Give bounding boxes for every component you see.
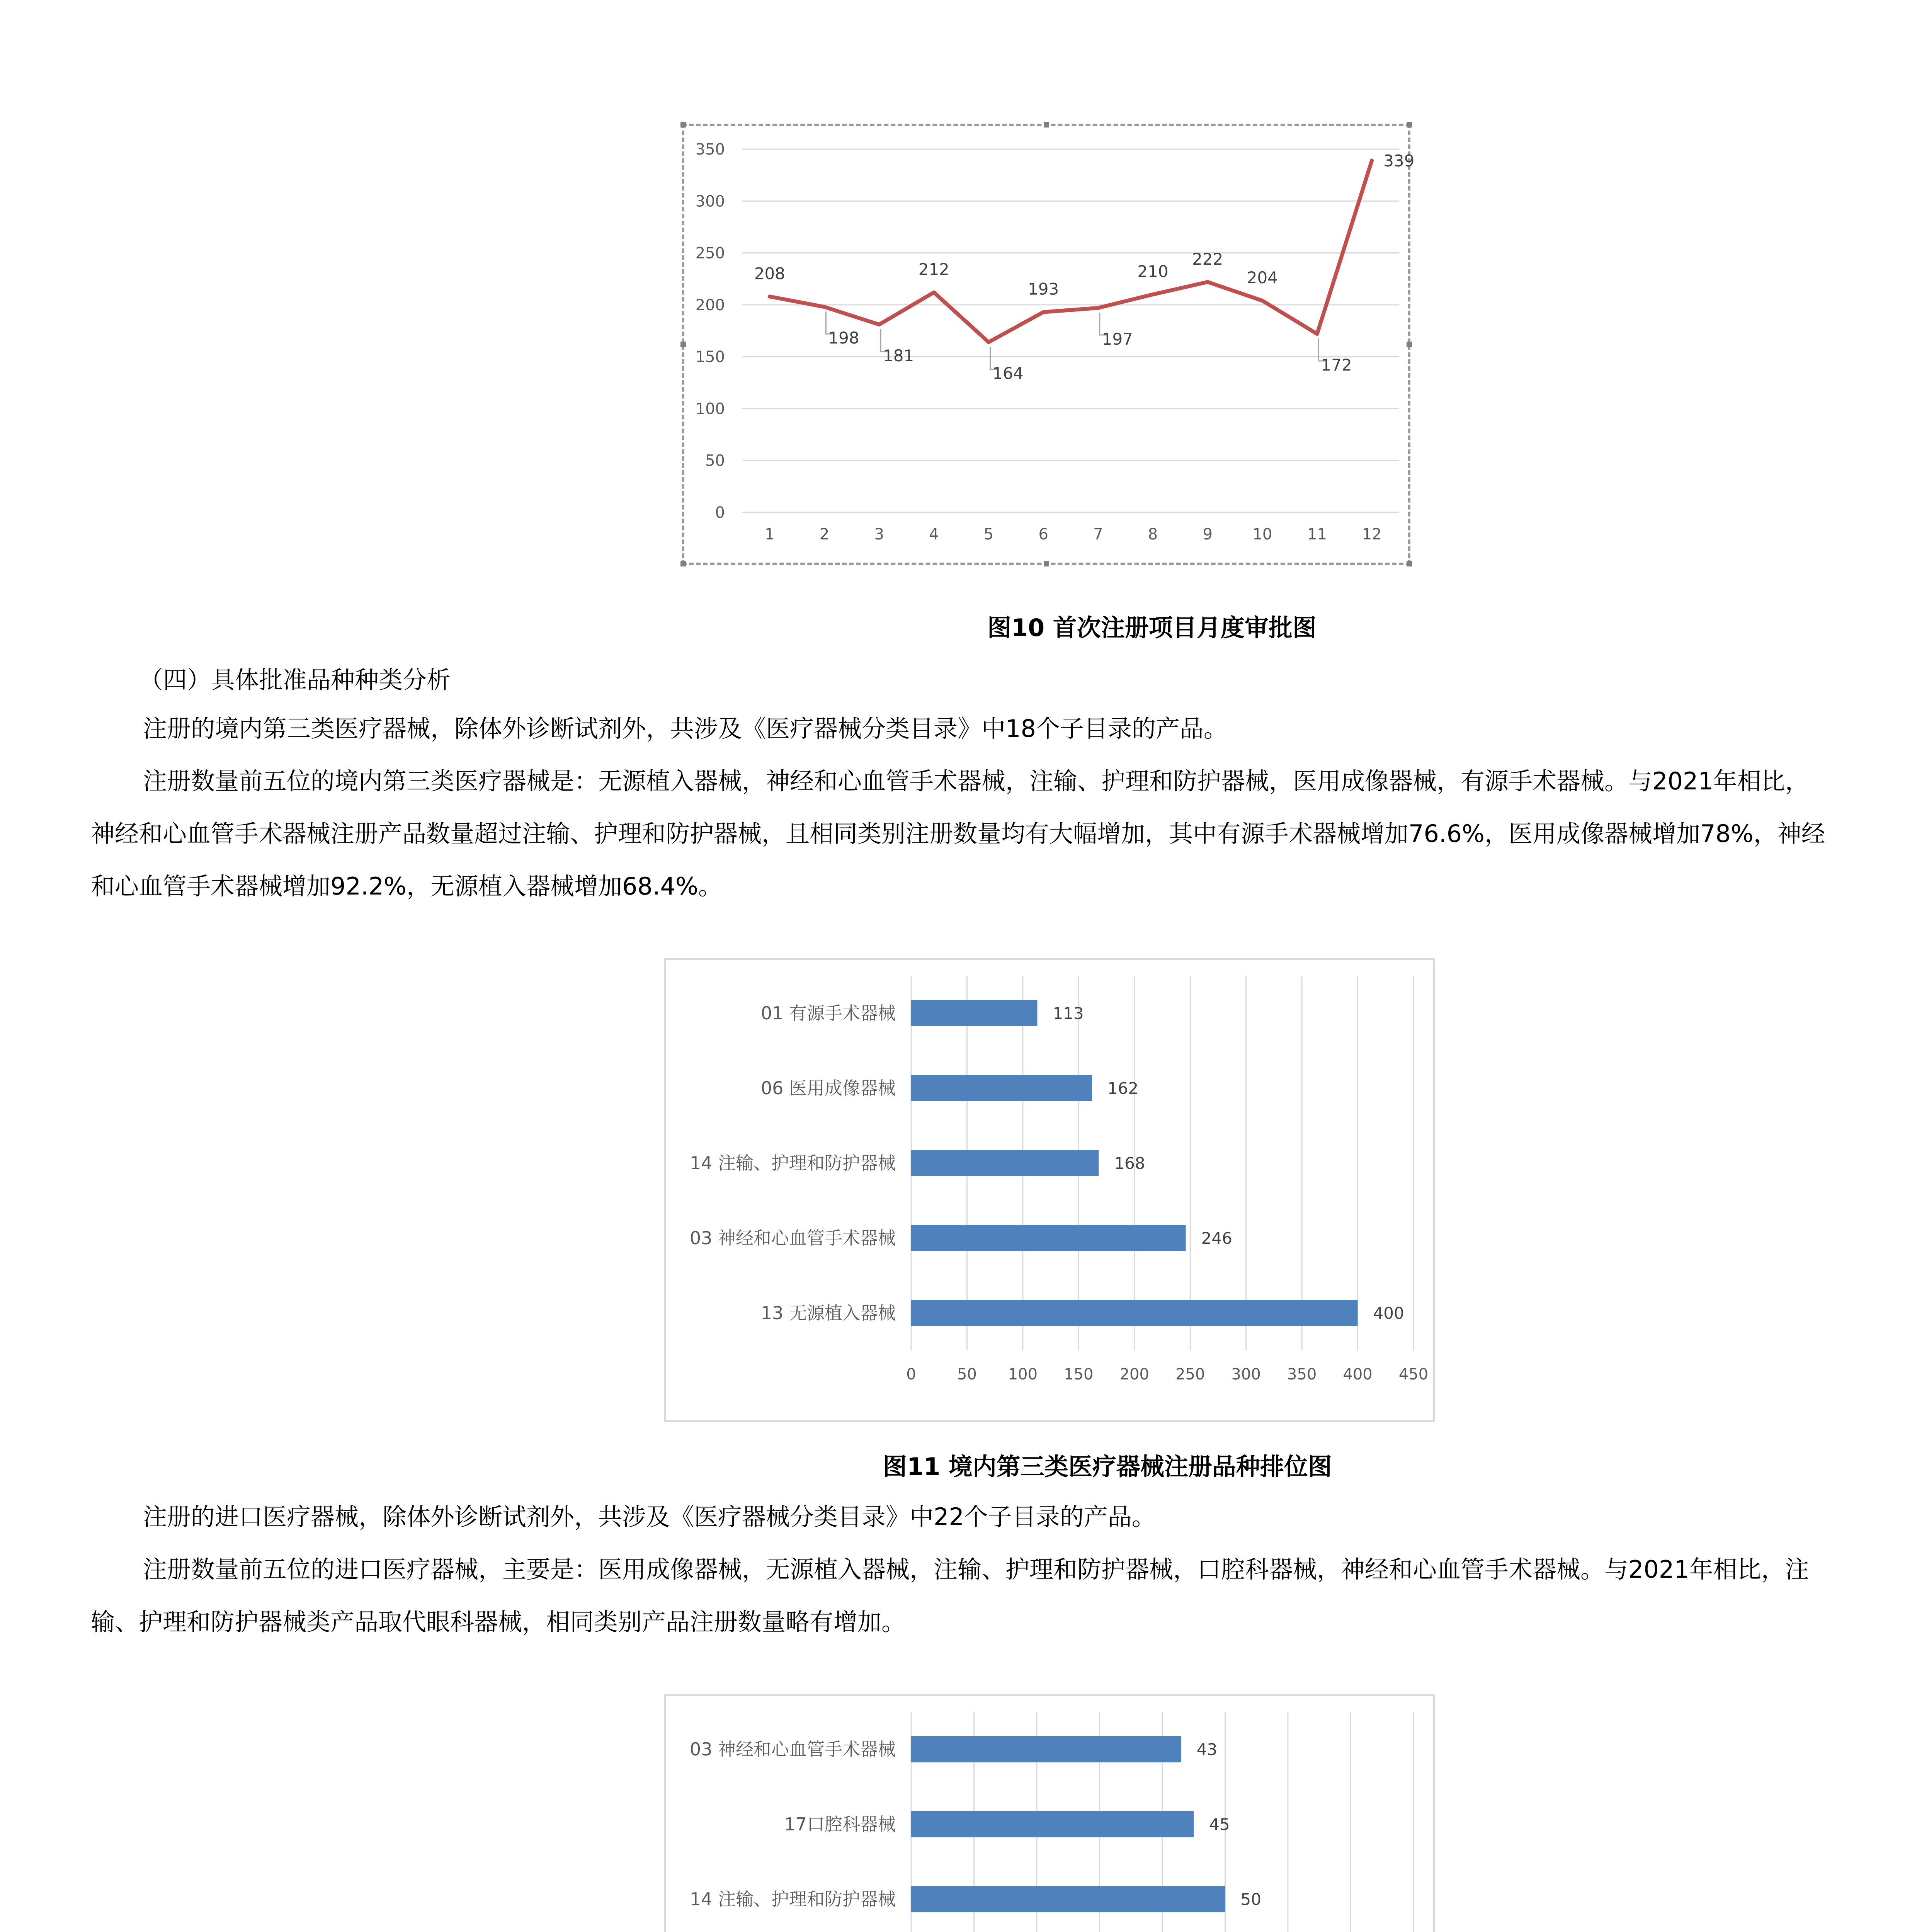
bar (911, 1300, 1358, 1326)
figure-caption-10: 图10 首次注册项目月度审批图 (987, 614, 1317, 642)
y-tick-label: 50 (705, 452, 725, 470)
data-label: 197 (1102, 329, 1133, 349)
category-label: 13 无源植入器械 (760, 1303, 896, 1323)
x-tick-label: 10 (1252, 526, 1272, 543)
data-point (1315, 332, 1319, 336)
x-tick-label: 250 (1175, 1366, 1205, 1383)
resize-handle[interactable] (1407, 122, 1412, 128)
x-tick-label: 11 (1307, 526, 1327, 543)
y-tick-label: 350 (695, 141, 725, 158)
paragraph: 注册数量前五位的境内第三类医疗器械是：无源植入器械，神经和心血管手术器械，注输、护理和防护器械，医用成像器械，有源手术器械。与2021年相比，神经和心血管手术器械注册产品数量超过注输、护理和防护器械，且相同类别注册数量均有大幅增加，其中有源手术器械增加76.6%，医用成像器械增加78%，神经和心血管手术器械增加92.2%，无源植入器械增加68.4%。 (91, 767, 1825, 900)
bar (911, 1736, 1181, 1762)
resize-handle[interactable] (1044, 561, 1049, 566)
x-tick-label: 6 (1038, 526, 1048, 543)
y-tick-label: 150 (695, 348, 725, 366)
x-tick-label: 8 (1148, 526, 1158, 543)
x-tick-label: 1 (765, 526, 775, 543)
data-point (932, 291, 936, 294)
resize-handle[interactable] (680, 561, 686, 566)
category-label: 14 注输、护理和防护器械 (689, 1889, 896, 1910)
category-label: 06 医用成像器械 (760, 1078, 896, 1099)
x-tick-label: 7 (1093, 526, 1103, 543)
data-label: 208 (754, 264, 785, 283)
data-label: 204 (1247, 268, 1278, 287)
data-label: 168 (1114, 1154, 1145, 1173)
category-label: 14 注输、护理和防护器械 (689, 1153, 896, 1173)
x-tick-label: 150 (1064, 1366, 1094, 1383)
x-tick-label: 4 (929, 526, 939, 543)
data-point (1206, 280, 1209, 284)
bar (911, 1811, 1194, 1837)
x-tick-label: 350 (1287, 1366, 1317, 1383)
data-label: 246 (1201, 1229, 1232, 1248)
data-point (1260, 299, 1264, 303)
data-label: 43 (1196, 1740, 1218, 1759)
y-tick-label: 200 (695, 296, 725, 314)
paragraph: 注册的进口医疗器械，除体外诊断试剂外，共涉及《医疗器械分类目录》中22个子目录的产品。 (143, 1503, 1156, 1531)
x-tick-label: 3 (874, 526, 884, 543)
data-label: 210 (1137, 262, 1169, 281)
line-chart (684, 126, 1415, 563)
bar-chart-import-frame (664, 1694, 1435, 1932)
data-label: 45 (1209, 1815, 1230, 1834)
data-point (768, 294, 772, 298)
data-point (823, 305, 827, 309)
bar (911, 1225, 1186, 1251)
y-tick-label: 250 (695, 244, 725, 262)
x-tick-label: 12 (1362, 526, 1382, 543)
x-tick-label: 450 (1398, 1366, 1429, 1383)
data-point (877, 323, 881, 327)
series-line (770, 161, 1372, 342)
data-label: 193 (1028, 279, 1059, 299)
data-label: 172 (1321, 355, 1352, 375)
y-tick-label: 300 (695, 192, 725, 211)
resize-handle[interactable] (1044, 122, 1049, 128)
data-point (987, 340, 991, 344)
line-chart-frame (682, 124, 1415, 565)
bar-chart-domestic-frame (664, 958, 1435, 1422)
figure-caption-11: 图11 境内第三类医疗器械注册品种排位图 (883, 1452, 1332, 1481)
bar (911, 1075, 1092, 1101)
data-point (1370, 159, 1374, 163)
bar-chart-import (666, 1696, 1433, 1932)
resize-handle[interactable] (680, 342, 686, 347)
y-tick-label: 100 (695, 400, 725, 418)
x-tick-label: 100 (1008, 1366, 1038, 1383)
data-label: 222 (1192, 249, 1223, 269)
data-label: 400 (1373, 1304, 1404, 1323)
x-tick-label: 2 (819, 526, 830, 543)
data-label: 162 (1107, 1079, 1139, 1098)
x-tick-label: 200 (1119, 1366, 1149, 1383)
paragraph: 注册的境内第三类医疗器械，除体外诊断试剂外，共涉及《医疗器械分类目录》中18个子目录的产品。 (143, 714, 1228, 743)
category-label: 01 有源手术器械 (760, 1003, 896, 1024)
bar (911, 1000, 1037, 1026)
resize-handle[interactable] (1407, 561, 1412, 566)
section-heading-4: （四）具体批准品种种类分析 (139, 666, 451, 694)
bar (911, 1886, 1225, 1912)
data-point (1041, 310, 1045, 314)
data-label: 339 (1383, 151, 1415, 170)
bar-chart-domestic (666, 960, 1433, 1420)
data-label: 198 (828, 328, 859, 348)
resize-handle[interactable] (1407, 342, 1412, 347)
data-label: 181 (883, 346, 914, 365)
data-label: 164 (992, 364, 1024, 383)
resize-handle[interactable] (680, 122, 686, 128)
x-tick-label: 400 (1343, 1366, 1373, 1383)
x-tick-label: 50 (957, 1366, 977, 1383)
x-tick-label: 9 (1203, 526, 1213, 543)
data-point (1151, 293, 1155, 296)
data-label: 212 (918, 260, 949, 279)
data-label: 50 (1240, 1890, 1261, 1909)
data-label: 113 (1053, 1004, 1084, 1023)
x-tick-label: 0 (906, 1366, 916, 1383)
bar (911, 1150, 1099, 1176)
category-label: 03 神经和心血管手术器械 (689, 1739, 896, 1760)
x-tick-label: 5 (983, 526, 994, 543)
y-tick-label: 0 (715, 504, 725, 522)
paragraph: 注册数量前五位的进口医疗器械，主要是：医用成像器械，无源植入器械，注输、护理和防护器械，口腔科器械，神经和心血管手术器械。与2021年相比，注输、护理和防护器械类产品取代眼科器械，相同类别产品注册数量略有增加。 (91, 1555, 1809, 1636)
data-point (1096, 306, 1100, 310)
category-label: 17口腔科器械 (784, 1814, 896, 1835)
x-tick-label: 300 (1231, 1366, 1261, 1383)
category-label: 03 神经和心血管手术器械 (689, 1228, 896, 1248)
